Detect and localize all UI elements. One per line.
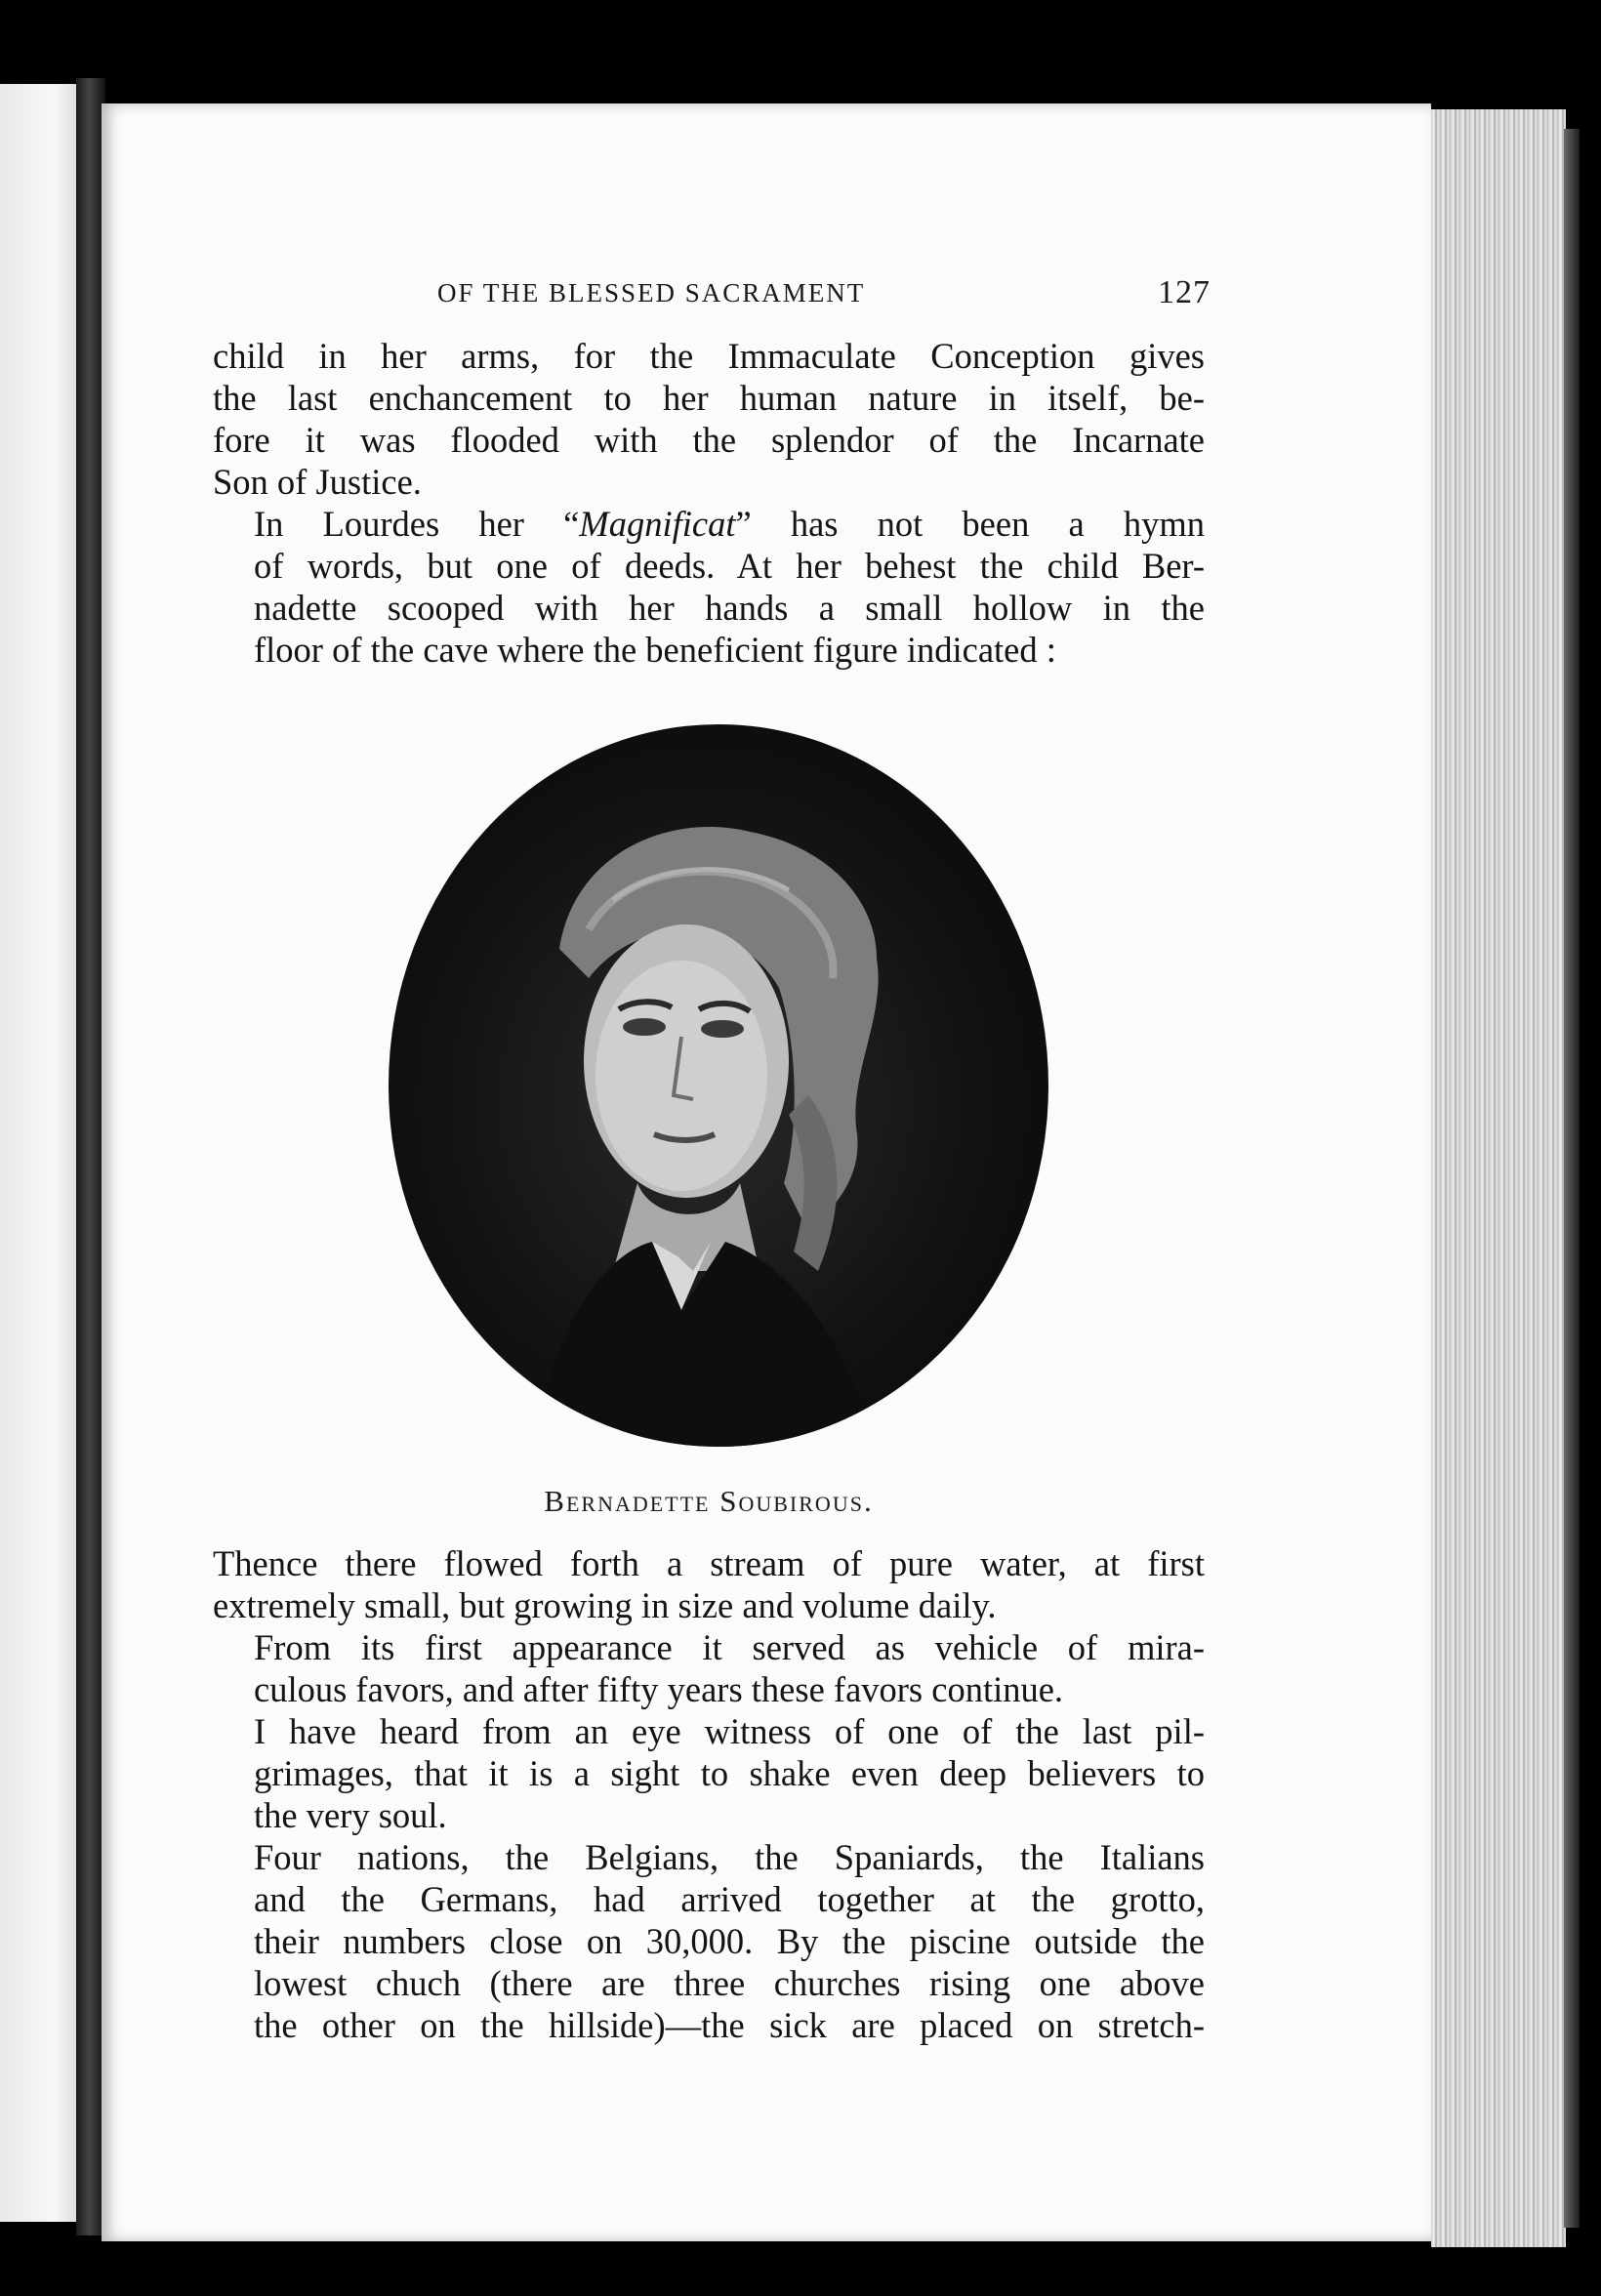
text-line: and the Germans, had arrived together at the grotto,	[254, 1879, 1205, 1919]
text-line	[213, 503, 1205, 545]
text-line: the very soul.	[254, 1795, 447, 1835]
paragraph	[213, 1710, 1205, 1836]
text-line: lowest chuch (there are three churches rising one above	[254, 1963, 1205, 2003]
figure-caption: Bernadette Soubirous.	[544, 1484, 874, 1518]
text-line: child in her arms, for the Immaculate Conception gives	[213, 336, 1205, 376]
paragraph	[213, 1542, 1205, 1626]
text-line: Son of Justice.	[213, 462, 422, 502]
text-fragment: ” has not been a hymn	[735, 504, 1205, 544]
portrait-image	[389, 724, 1048, 1447]
text-line: From its first appearance it served as vehicle of mira-	[254, 1627, 1205, 1667]
bottom-text-block	[213, 1542, 1205, 2046]
page-fore-edge	[1431, 109, 1566, 2247]
portrait-illustration	[389, 724, 1048, 1447]
text-line: nadette scooped with her hands a small hollow in the	[254, 588, 1205, 628]
italic-word: Magnificat	[579, 504, 736, 544]
text-line: culous favors, and after fifty years these favors continue.	[254, 1669, 1064, 1709]
paragraph	[213, 1836, 1205, 2046]
text-line: the last enchancement to her human nature in itself, be-	[213, 378, 1205, 418]
text-line: grimages, that it is a sight to shake even deep believers to	[254, 1753, 1205, 1793]
text-line: extremely small, but growing in size and volume daily.	[213, 1585, 997, 1625]
text-line: fore it was flooded with the splendor of the Incarnate	[213, 420, 1205, 460]
text-line: of words, but one of deeds. At her behest the child Ber-	[254, 546, 1205, 586]
text-line: Thence there flowed forth a stream of pure water, at first	[213, 1543, 1205, 1583]
text-line: I have heard from an eye witness of one of the last pil-	[254, 1711, 1205, 1751]
running-head	[273, 276, 1211, 315]
text-line: Four nations, the Belgians, the Spaniards, the Italians	[254, 1837, 1205, 1877]
paragraph	[213, 1626, 1205, 1710]
paragraph	[213, 503, 1205, 671]
text-line: their numbers close on 30,000. By the piscine outside the	[254, 1921, 1205, 1961]
left-page-edge	[0, 84, 78, 2222]
text-line: the other on the hillside)—the sick are placed on stretch-	[254, 2005, 1205, 2045]
paragraph	[213, 335, 1205, 503]
text-fragment: In Lourdes her “	[254, 504, 580, 544]
top-text-block	[213, 335, 1205, 671]
text-line: floor of the cave where the beneficient figure indicated :	[254, 630, 1056, 670]
page-number: 127	[1158, 274, 1211, 310]
running-head-title: OF THE BLESSED SACRAMENT	[437, 278, 866, 308]
